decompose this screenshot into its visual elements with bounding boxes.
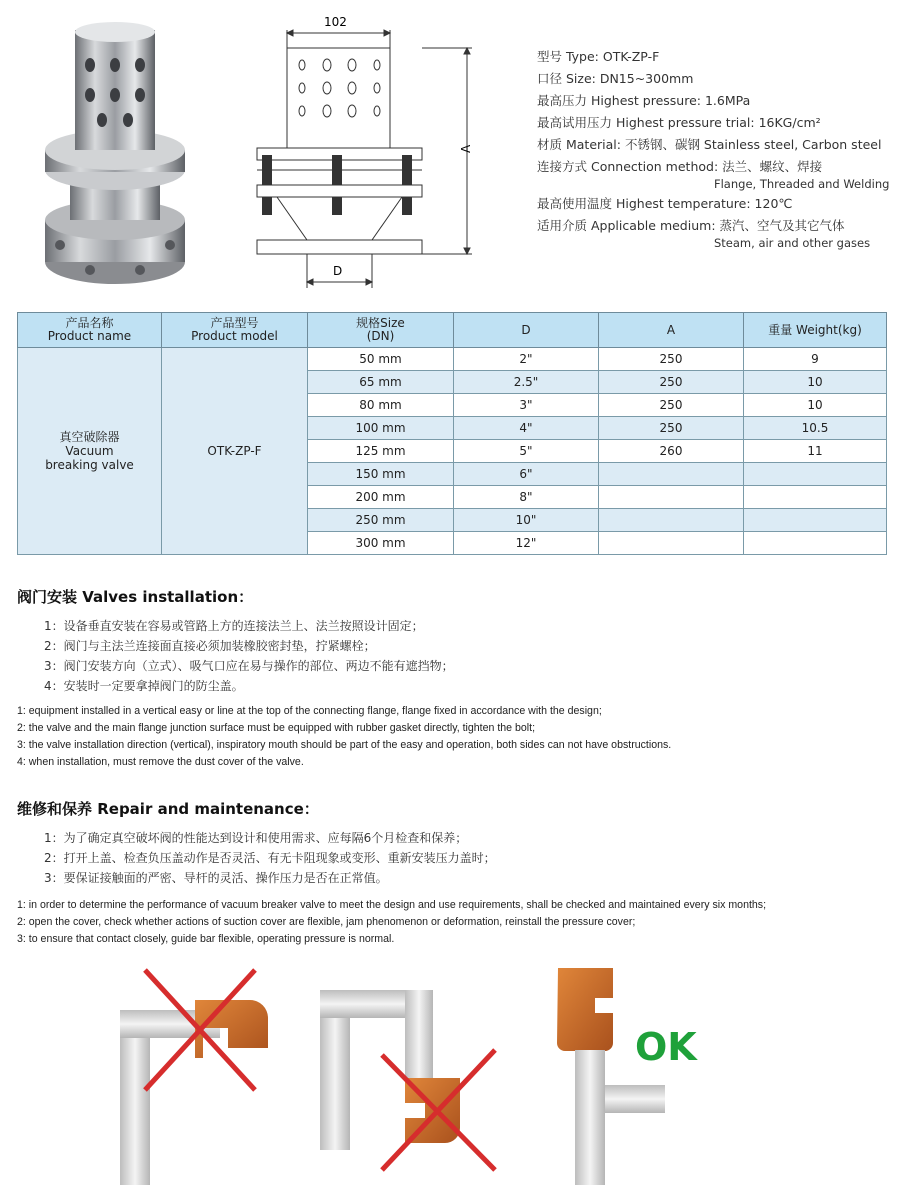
list-item: 3: to ensure that contact closely, guide bar flexible, operating pressure is normal. <box>17 933 395 945</box>
table-header-row <box>18 313 887 348</box>
spec-row: 连接方式 Connection method: 法兰、螺纹、焊接 <box>537 159 823 174</box>
installation-cn-list <box>44 616 454 696</box>
repair-title: 维修和保养 Repair and maintenance： <box>17 800 319 818</box>
installation-title: 阀门安装 Valves installation： <box>17 588 254 606</box>
cell-a <box>599 509 744 532</box>
cell-weight <box>744 532 887 555</box>
cell-size: 100 mm <box>308 417 454 440</box>
list-item: 3：要保证接触面的严密、导杆的灵活、操作压力是否在正常值。 <box>44 871 388 885</box>
cell-d: 8" <box>454 486 599 509</box>
col-header-size: 规格Size (DN) <box>308 313 454 348</box>
spec-row: 口径 Size: DN15~300mm <box>537 71 694 86</box>
col-header-weight: 重量 Weight(kg) <box>744 313 887 348</box>
list-item: 4：安装时一定要拿掉阀门的防尘盖。 <box>44 679 244 693</box>
list-item: 2: the valve and the main flange junction surface must be equipped with rubber gasket directly, tighten the bolt; <box>17 722 536 734</box>
col-header-a: A <box>599 313 744 348</box>
spec-row: 型号 Type: OTK-ZP-F <box>537 49 660 64</box>
cell-size: 125 mm <box>308 440 454 463</box>
ok-label: OK <box>635 1025 697 1069</box>
cell-weight: 9 <box>744 348 887 371</box>
wrong-example-inverted <box>320 990 495 1170</box>
product-name-en: Vacuum breaking valve <box>45 444 134 472</box>
table-row <box>18 348 887 371</box>
spec-row: 适用介质 Applicable medium: 蒸汽、空气及其它气体 <box>537 218 845 233</box>
col-header-d: D <box>454 313 599 348</box>
cell-a: 250 <box>599 394 744 417</box>
product-name-cell <box>18 348 162 555</box>
spec-row: 最高试用压力 Highest pressure trial: 16KG/cm² <box>537 115 821 130</box>
drawing-diameter-label: D <box>333 264 343 278</box>
cell-d: 2.5" <box>454 371 599 394</box>
spec-row: 最高压力 Highest pressure: 1.6MPa <box>537 93 751 108</box>
cell-d: 6" <box>454 463 599 486</box>
cell-d: 3" <box>454 394 599 417</box>
spec-row: Flange, Threaded and Welding <box>714 177 890 191</box>
cell-weight: 10 <box>744 394 887 417</box>
cell-a <box>599 486 744 509</box>
cell-a: 250 <box>599 348 744 371</box>
list-item: 3: the valve installation direction (vertical), inspiratory mouth should be part of the easy and operation, both sides can not have obstructions. <box>17 739 672 751</box>
list-item: 1: in order to determine the performance of vacuum breaker valve to meet the design and use requirements, shall be checked and maintained every six months; <box>17 899 767 911</box>
spec-row: Steam, air and other gases <box>714 236 871 250</box>
col-header-product-model: 产品型号 Product model <box>162 313 308 348</box>
spec-row: 最高使用温度 Highest temperature: 120℃ <box>537 196 793 211</box>
spec-list <box>537 46 897 252</box>
cell-weight <box>744 509 887 532</box>
cell-a: 250 <box>599 417 744 440</box>
col-header-product-name: 产品名称 Product name <box>18 313 162 348</box>
cell-weight <box>744 463 887 486</box>
installation-orientation-diagram <box>100 960 740 1185</box>
list-item: 2：阀门与主法兰连接面直接必须加装橡胶密封垫，拧紧螺栓； <box>44 639 376 653</box>
installation-en-list <box>17 703 671 771</box>
spec-row: 材质 Material: 不锈钢、碳钢 Stainless steel, Carbon steel <box>537 137 882 152</box>
cell-size: 80 mm <box>308 394 454 417</box>
cell-d: 10" <box>454 509 599 532</box>
list-item: 2: open the cover, check whether actions of suction cover are flexible, jam phenomenon or deformation, reinstall the pressure cover; <box>17 916 636 928</box>
cell-size: 150 mm <box>308 463 454 486</box>
cell-weight: 11 <box>744 440 887 463</box>
dimension-drawing <box>232 10 492 300</box>
wrong-example-horizontal <box>120 970 268 1185</box>
correct-example-vertical <box>557 968 665 1185</box>
list-item: 1：设备垂直安装在容易或管路上方的连接法兰上、法兰按照设计固定； <box>44 619 424 633</box>
list-item: 1：为了确定真空破坏阀的性能达到设计和使用需求、应每隔6个月检查和保养； <box>44 831 468 845</box>
cell-a: 250 <box>599 371 744 394</box>
cell-a: 260 <box>599 440 744 463</box>
list-item: 2：打开上盖、检查负压盖动作是否灵活、有无卡阻现象或变形、重新安装压力盖时； <box>44 851 496 865</box>
product-photo <box>30 20 200 290</box>
cell-size: 200 mm <box>308 486 454 509</box>
list-item: 3：阀门安装方向（立式）、吸气口应在易与操作的部位、两边不能有遮挡物； <box>44 659 454 673</box>
cell-size: 65 mm <box>308 371 454 394</box>
cell-d: 4" <box>454 417 599 440</box>
cell-weight: 10.5 <box>744 417 887 440</box>
cell-a <box>599 532 744 555</box>
list-item: 4: when installation, must remove the dust cover of the valve. <box>17 756 304 768</box>
list-item: 1: equipment installed in a vertical easy or line at the top of the connecting flange, flange fixed in accordance with the design; <box>17 705 602 717</box>
cell-size: 300 mm <box>308 532 454 555</box>
drawing-height-label: A <box>459 144 473 153</box>
product-name-cn: 真空破除器 <box>59 430 120 444</box>
cell-a <box>599 463 744 486</box>
spec-table <box>17 312 887 555</box>
cell-d: 2" <box>454 348 599 371</box>
cell-size: 50 mm <box>308 348 454 371</box>
cell-d: 12" <box>454 532 599 555</box>
repair-cn-list <box>44 828 496 888</box>
cell-weight: 10 <box>744 371 887 394</box>
cell-d: 5" <box>454 440 599 463</box>
drawing-width-label: 102 <box>324 15 347 29</box>
repair-en-list <box>17 897 766 948</box>
product-model-cell: OTK-ZP-F <box>162 348 308 555</box>
cell-size: 250 mm <box>308 509 454 532</box>
cell-weight <box>744 486 887 509</box>
